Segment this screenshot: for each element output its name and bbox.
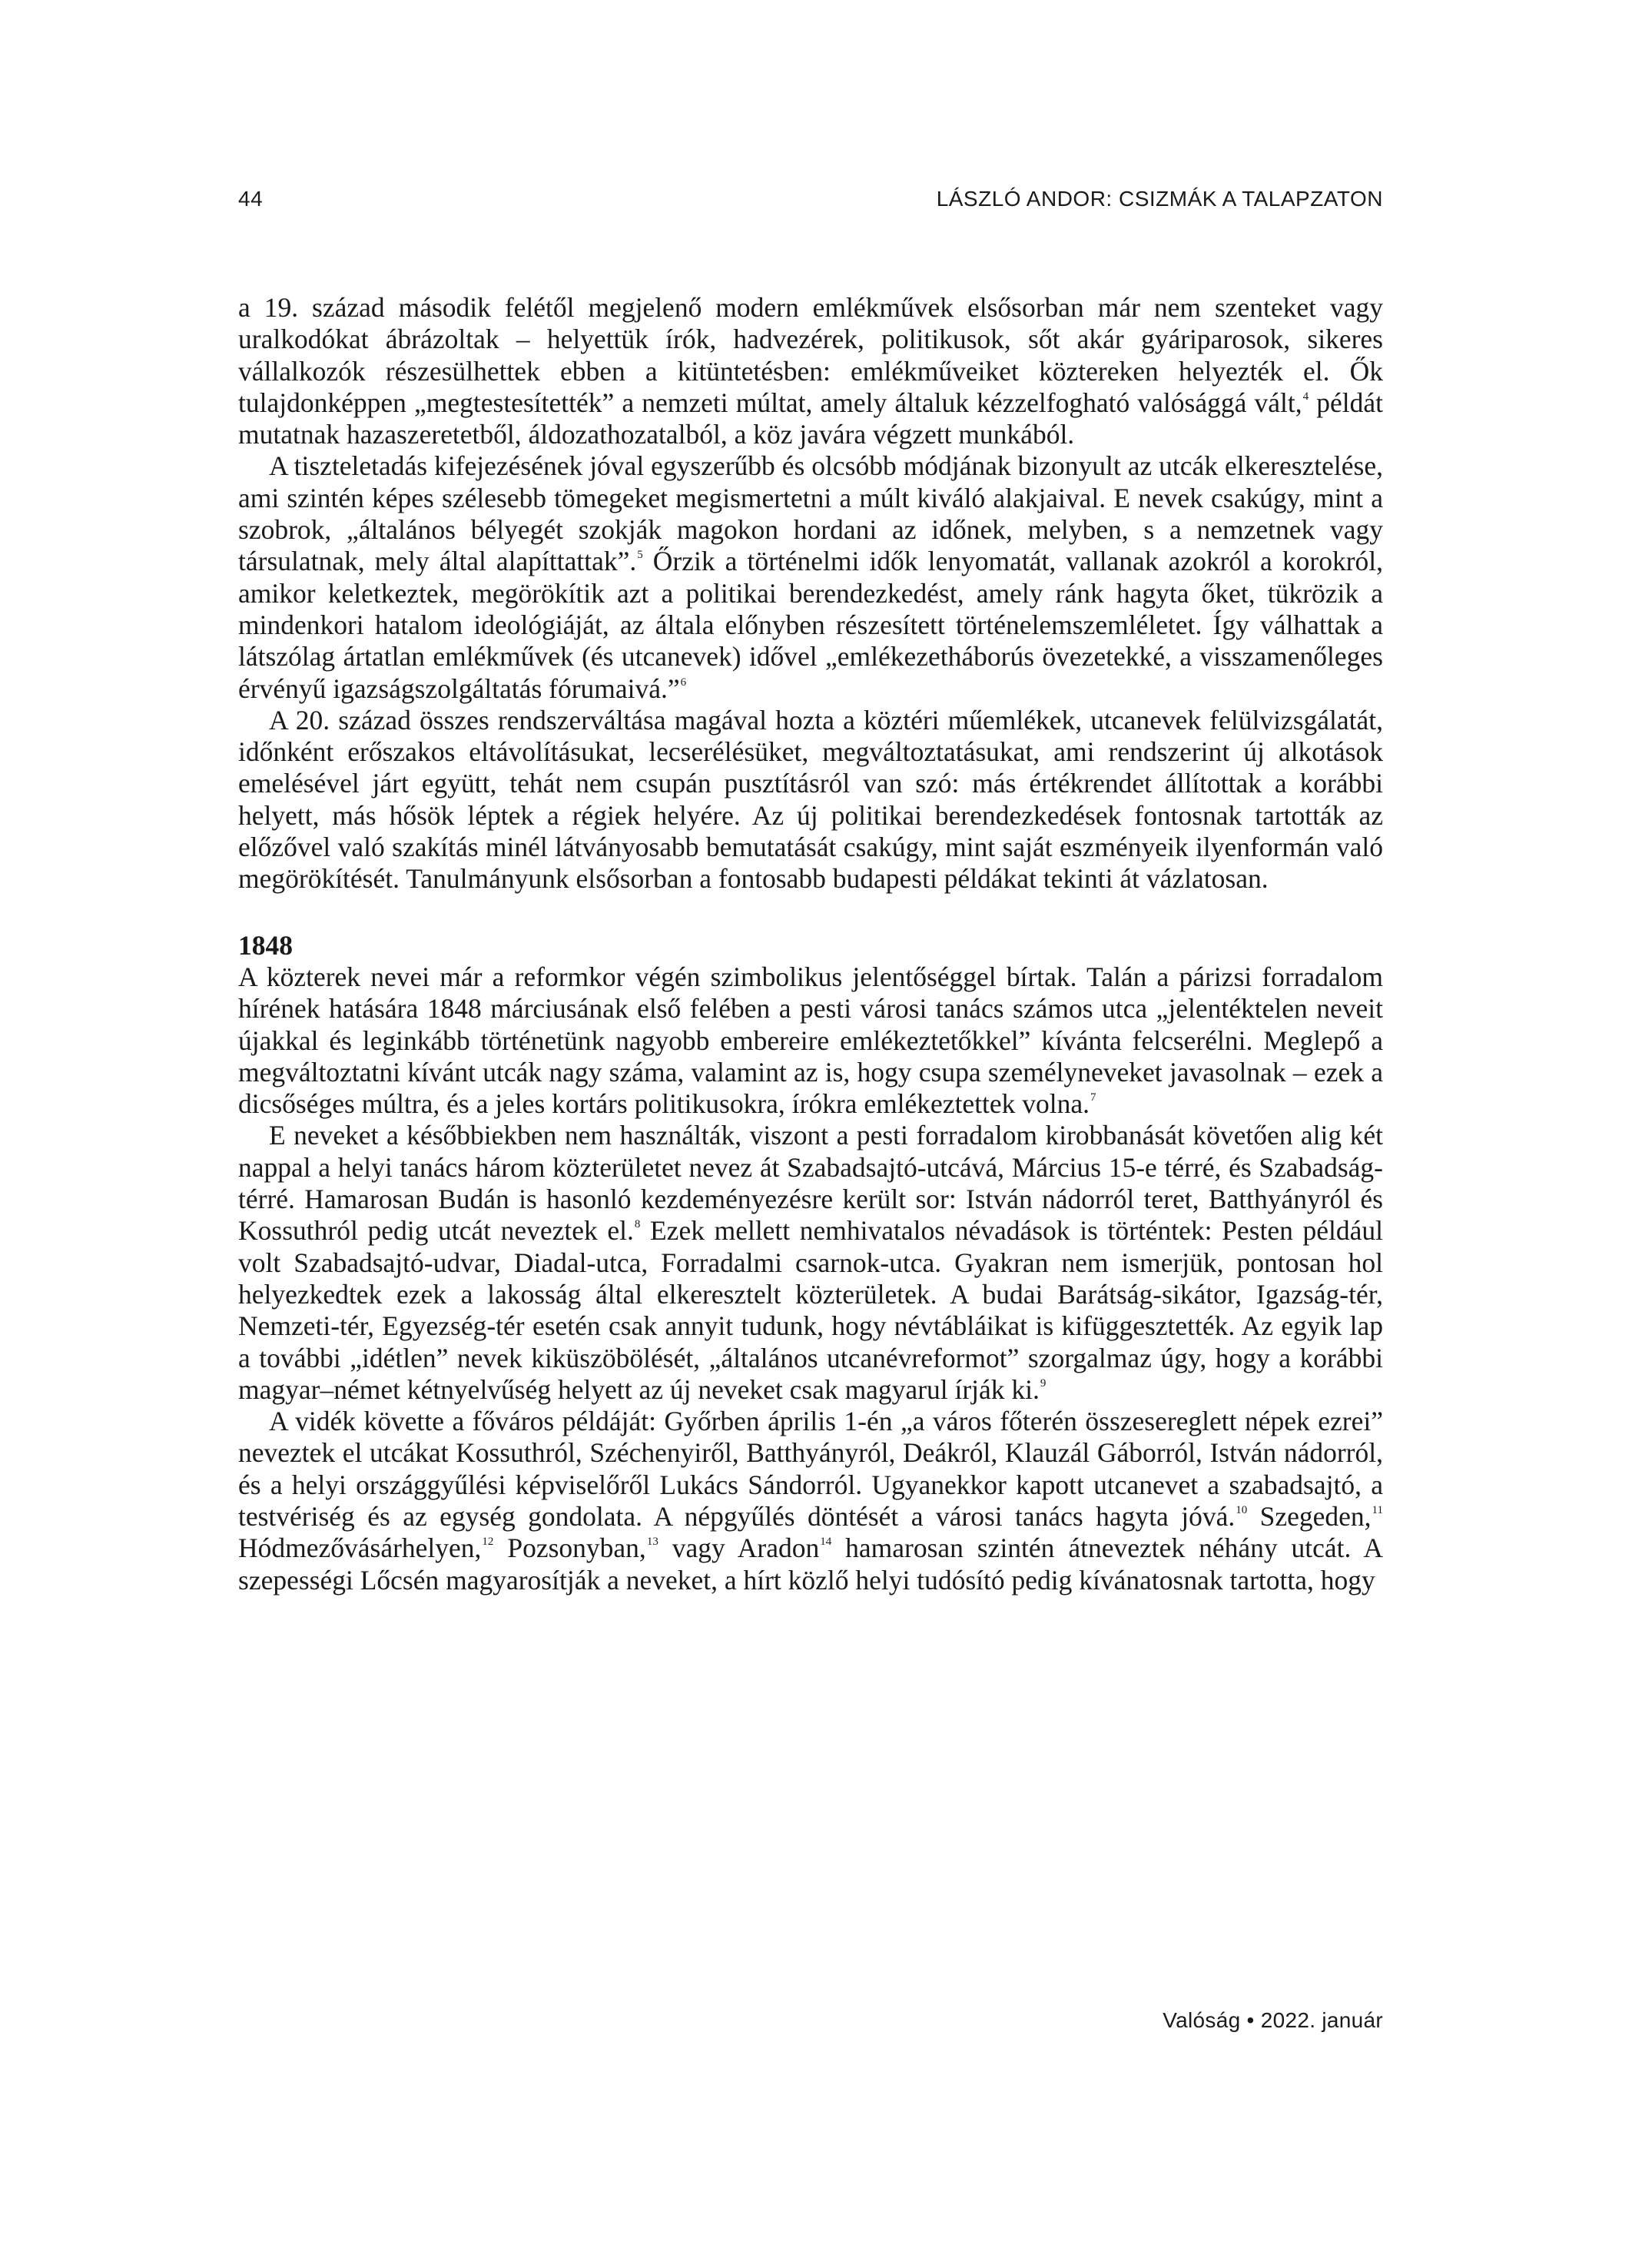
footnote-marker: 12 [482,1536,494,1549]
footnote-marker: 5 [637,549,643,562]
section-heading: 1848 [238,929,293,961]
footnote-marker: 9 [1040,1376,1047,1390]
paragraph-text: vagy Aradon [658,1532,820,1564]
paragraph-text: Ezek mellett nemhivatalos névadások is történtek: Pesten például volt Szabadsajtó-udvar, Diadal-utca, Forradalmi csarnok-utca. Gyakran nem ismerjük, pontosan hol helyezkedtek ezek a lakosság által elkeresztelt közterületek. A budai Barátság-sikátor, Igazság-tér, Nemzeti-tér, Egyezség-tér esetén csak annyit tudunk, hogy névtábláikat is kifüggesztették. Az egyik lap a további „idétlen” nevek kiküszöbölését, „általános utcanévreformot” szorgalmaz úgy, hogy a korábbi magyar–német kétnyelvűség helyett az új neveket csak magyarul írják ki. [238,1215,1383,1405]
footnote-marker: 14 [820,1536,832,1549]
running-title: LÁSZLÓ ANDOR: CSIZMÁK A TALAPZATON [936,187,1383,211]
page-number: 44 [238,187,264,211]
paragraph-text: A 20. század összes rendszerváltása magával hozta a köztéri műemlékek, utcanevek felülvizsgálatát, időnként erőszakos eltávolításukat, lecserélésüket, megváltoztatásukat, ami rendszerint új alkotások emelésével járt együtt, tehát nem csupán pusztításról van szó: más értékrendet állítottak a korábbi helyett, más hősök léptek a régiek helyére. Az új politikai berendezkedések fontosnak tartották az előzővel való szakítás minél látványosabb bemutatását csakúgy, mint saját eszményeik ilyenformán való megörökítését. Tanulmányunk elsősorban a fontosabb budapesti példákat tekinti át vázlatosan. [238,704,1383,895]
footnote-marker: 7 [1090,1091,1096,1104]
footnote-marker: 6 [680,676,687,689]
paragraph-text: Őrzik a történelmi idők lenyomatát, vallanak azokról a korokról, amikor keletkeztek, megörökítik azt a politikai berendezkedést, amely ránk hagyta őket, tükrözik a mindenkori hatalom ideológiáját, az általa előnyben részesített történelemszemléletet. Így válhattak a látszólag ártatlan emlékművek (és utcanevek) idővel „emlékezetháborús övezetekké, a visszamenőleges érvényű igazságszolgáltatás fórumaivá.” [238,546,1383,704]
paragraph [238,1120,1383,1406]
paragraph-text: hamarosan szintén átneveztek néhány utcát. A szepességi Lőcsén magyarosítják a neveket, a hírt közlő helyi tudósító pedig kívánatosnak tartotta, hogy [238,1532,1384,1596]
footnote-marker: 13 [646,1536,658,1549]
paragraph-text: A közterek nevei már a reformkor végén szimbolikus jelentőséggel bírtak. Talán a párizsi forradalom hírének hatására 1848 márciusának első felében a pesti városi tanács számos utca „jelentéktelen neveit újakkal és leginkább történetünk nagyobb embereire emlékeztetőkkel” kívánta felcserélni. Meglepő a megváltoztatni kívánt utcák nagy száma, valamint az is, hogy csupa személyneveket javasolnak – ezek a dicsőséges múltra, és a jeles kortárs politikusokra, írókra emlékeztettek volna. [238,961,1383,1120]
paragraph-text: példát mutatnak hazaszeretetből, áldozathozatalból, a köz javára végzett munkából. [238,387,1383,450]
paragraph-text: Hódmezővásárhelyen, [238,1532,482,1564]
paragraph [238,705,1383,895]
paragraph [238,961,1383,1120]
paragraph-text: A tiszteletadás kifejezésének jóval egyszerűbb és olcsóbb módjának bizonyult az utcák elkeresztelése, ami szintén képes szélesebb tömegeket megismertetni a múlt kiváló alakjaival. E nevek csakúgy, mint a szobrok, „általános bélyegét szokják magokon hordani az időnek, melyben, s a nemzetnek vagy társulatnak, mely által alapíttattak”. [238,450,1383,577]
footnote-marker: 10 [1236,1503,1248,1516]
article-body [238,292,1383,1596]
paragraph [238,292,1383,450]
page-footer: Valóság • 2022. január [1163,2008,1383,2032]
footnote-marker: 4 [1302,390,1309,403]
paragraph [238,1406,1383,1596]
footnote-marker: 8 [634,1218,641,1231]
paragraph-text: A vidék követte a főváros példáját: Győrben április 1-én „a város főterén összesereglett népek ezrei” neveztek el utcákat Kossuthról, Széchenyiről, Batthyányról, Deákról, Klauzál Gáborról, István nádorról, és a helyi országgyűlési képviselőről Lukács Sándorról. Ugyanekkor kapott utcanevet a szabadsajtó, a testvériség és az egység gondolata. A népgyűlés döntését a városi tanács hagyta jóvá. [238,1406,1383,1532]
footnote-marker: 11 [1372,1503,1383,1516]
paragraph-text: Szegeden, [1247,1500,1372,1532]
paragraph-text: a 19. század második felétől megjelenő modern emlékművek elsősorban már nem szenteket vagy uralkodókat ábrázoltak – helyettük írók, hadvezérek, politikusok, sőt akár gyáriparosok, sikeres vállalkozók részesülhettek ebben a kitüntetésben: emlékműveiket köztereken helyezték el. Ők tulajdonképpen „megtestesítették” a nemzeti múltat, amely általuk kézzelfogható valósággá vált, [238,292,1383,418]
paragraph-text: E neveket a későbbiekben nem használták, viszont a pesti forradalom kirobbanását követően alig két nappal a helyi tanács három közterületet nevez át Szabadsajtó-utcává, Március 15-e térré, és Szabadság-térré. Hamarosan Budán is hasonló kezdeményezésre került sor: István nádorról teret, Batthyányról és Kossuthról pedig utcát neveztek el. [238,1120,1383,1247]
paragraph [238,450,1383,704]
running-header [238,187,1383,218]
paragraph-text: Pozsonyban, [493,1532,646,1564]
